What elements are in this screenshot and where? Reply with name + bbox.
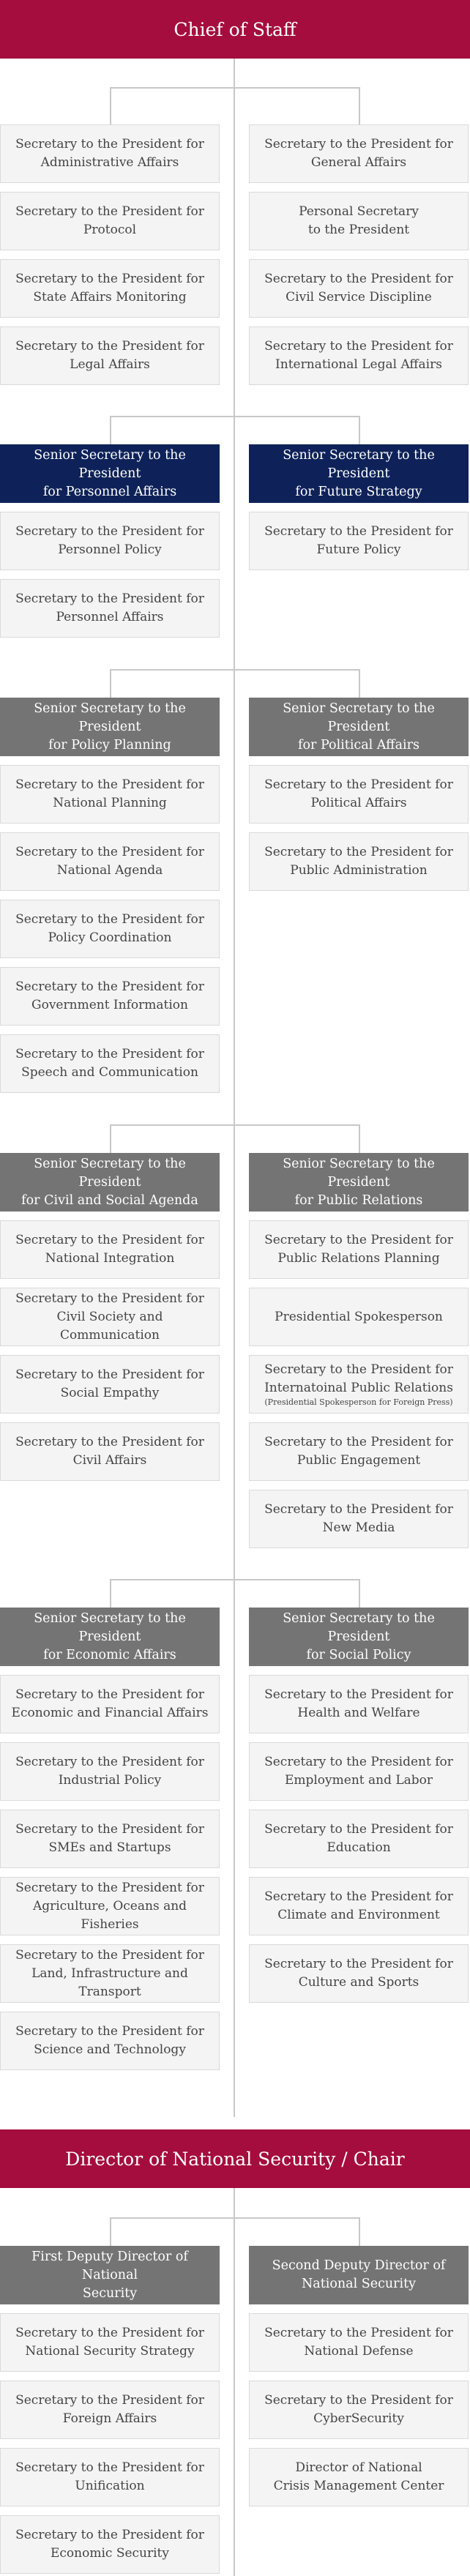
branch-drop-right-2: [359, 416, 360, 444]
branch-line-4: [110, 1124, 360, 1126]
org-box: Secretary to the President for Education: [249, 1810, 469, 1868]
main-trunk-line: [234, 59, 235, 2117]
security-drop-right: [359, 2217, 360, 2246]
org-box: Secretary to the President for International Legal Affairs: [249, 326, 469, 385]
org-box: Secretary to the President for Health and Welfare: [249, 1675, 469, 1733]
org-box: Secretary to the President for Speech and Communication: [0, 1034, 220, 1093]
org-box: Secretary to the President for Culture and Sports: [249, 1944, 469, 2003]
org-box: Secretary to the President for Political Affairs: [249, 765, 469, 824]
personnel-affairs-header: Senior Secretary to the President for Personnel Affairs: [0, 444, 220, 503]
political-affairs-header: Senior Secretary to the President for Political Affairs: [249, 698, 469, 756]
org-box: Secretary to the President for Land, Infrastructure and Transport: [0, 1944, 220, 2003]
org-box: Secretary to the President for SMEs and Startups: [0, 1810, 220, 1868]
second-deputy-header: Second Deputy Director of National Security: [249, 2246, 469, 2304]
public-relations-column: [249, 1153, 469, 1548]
second-deputy-column: [249, 2246, 469, 2506]
branch-drop-left-5: [110, 1579, 111, 1608]
branch-line-3: [110, 669, 360, 671]
security-trunk-line: [234, 2188, 235, 2576]
org-box: Secretary to the President for National Integration: [0, 1220, 220, 1279]
org-box: Secretary to the President for New Media: [249, 1490, 469, 1548]
branch-drop-left-4: [110, 1124, 111, 1153]
org-box: Secretary to the President for Public Engagement: [249, 1422, 469, 1481]
org-box: Secretary to the President for National Defense: [249, 2313, 469, 2372]
future-strategy-header: Senior Secretary to the President for Future Strategy: [249, 444, 469, 503]
org-box: Secretary to the President for Agriculture, Oceans and Fisheries: [0, 1877, 220, 1935]
org-box: Secretary to the President for Protocol: [0, 192, 220, 250]
national-security-banner: [0, 2129, 470, 2188]
branch-drop-left-2: [110, 416, 111, 444]
branch-drop-left-3: [110, 669, 111, 698]
org-box: Director of National Crisis Management Center: [249, 2448, 469, 2506]
org-box: Secretary to the President for Industrial Policy: [0, 1742, 220, 1801]
org-box: Secretary to the President for Policy Coordination: [0, 900, 220, 958]
org-box: Secretary to the President for Personnel Policy: [0, 512, 220, 570]
org-box: Secretary to the President for Public Administration: [249, 832, 469, 891]
org-box: Secretary to the President for Economic and Financial Affairs: [0, 1675, 220, 1733]
policy-planning-header: Senior Secretary to the President for Policy Planning: [0, 698, 220, 756]
org-box: Secretary to the President for National Planning: [0, 765, 220, 824]
national-security-title: Director of National Security / Chair: [65, 2148, 405, 2170]
policy-planning-column: [0, 698, 220, 1093]
org-box: Secretary to the President for National Security Strategy: [0, 2313, 220, 2372]
first-deputy-header: First Deputy Director of National Security: [0, 2246, 220, 2304]
org-box: Personal Secretary to the President: [249, 192, 469, 250]
org-box: Secretary to the President for State Affairs Monitoring: [0, 259, 220, 318]
org-box: Secretary to the President for Public Relations Planning: [249, 1220, 469, 1279]
org-box: Secretary to the President for Civil Service Discipline: [249, 259, 469, 318]
admin-secretaries-left: [0, 116, 220, 385]
personnel-affairs-column: [0, 444, 220, 638]
org-box: Secretary to the President for CyberSecurity: [249, 2381, 469, 2439]
social-policy-column: [249, 1608, 469, 2003]
org-box: Secretary to the President for Social Empathy: [0, 1355, 220, 1414]
branch-line-2: [110, 416, 360, 417]
org-box: Secretary to the President for Employment and Labor: [249, 1742, 469, 1801]
branch-line-5: [110, 1579, 360, 1580]
org-box: Secretary to the President for Administrative Affairs: [0, 124, 220, 183]
admin-secretaries-right: [249, 116, 469, 385]
chief-of-staff-title: Chief of Staff: [174, 18, 296, 40]
social-policy-header: Senior Secretary to the President for Social Policy: [249, 1608, 469, 1666]
security-branch-line: [110, 2217, 360, 2219]
political-affairs-column: [249, 698, 469, 891]
economic-affairs-column: [0, 1608, 220, 2070]
org-box: Secretary to the President for Civil Affairs: [0, 1422, 220, 1481]
org-box: Presidential Spokesperson: [249, 1288, 469, 1346]
org-box: Secretary to the President for Unification: [0, 2448, 220, 2506]
economic-affairs-header: Senior Secretary to the President for Economic Affairs: [0, 1608, 220, 1666]
public-relations-header: Senior Secretary to the President for Public Relations: [249, 1153, 469, 1212]
future-strategy-column: [249, 444, 469, 570]
org-box: Secretary to the President for Government Information: [0, 967, 220, 1026]
security-drop-left: [110, 2217, 111, 2246]
org-box: Secretary to the President for National Agenda: [0, 832, 220, 891]
org-box: Secretary to the President for General Affairs: [249, 124, 469, 183]
first-deputy-column: [0, 2246, 220, 2574]
org-box: Secretary to the President for Economic Security: [0, 2515, 220, 2574]
org-box: Secretary to the President for Legal Affairs: [0, 326, 220, 385]
branch-drop-right-4: [359, 1124, 360, 1153]
foreign-press-note: (Presidential Spokesperson for Foreign Press): [264, 1397, 453, 1407]
org-box: Secretary to the President for Science and Technology: [0, 2012, 220, 2070]
civil-social-column: [0, 1153, 220, 1481]
branch-drop-right-5: [359, 1579, 360, 1608]
org-box: Secretary to the President for Personnel Affairs: [0, 579, 220, 638]
branch-line-1: [110, 87, 360, 89]
org-box: Secretary to the President for Internatoinal Public Relations (Presidential Spokesperson for Foreign Press): [249, 1355, 469, 1414]
chief-of-staff-banner: [0, 0, 470, 59]
civil-social-header: Senior Secretary to the President for Civil and Social Agenda: [0, 1153, 220, 1212]
branch-drop-right-3: [359, 669, 360, 698]
org-box: Secretary to the President for Climate and Environment: [249, 1877, 469, 1935]
org-box: Secretary to the President for Foreign Affairs: [0, 2381, 220, 2439]
org-box: Secretary to the President for Civil Society and Communication: [0, 1288, 220, 1346]
org-box: Secretary to the President for Future Policy: [249, 512, 469, 570]
